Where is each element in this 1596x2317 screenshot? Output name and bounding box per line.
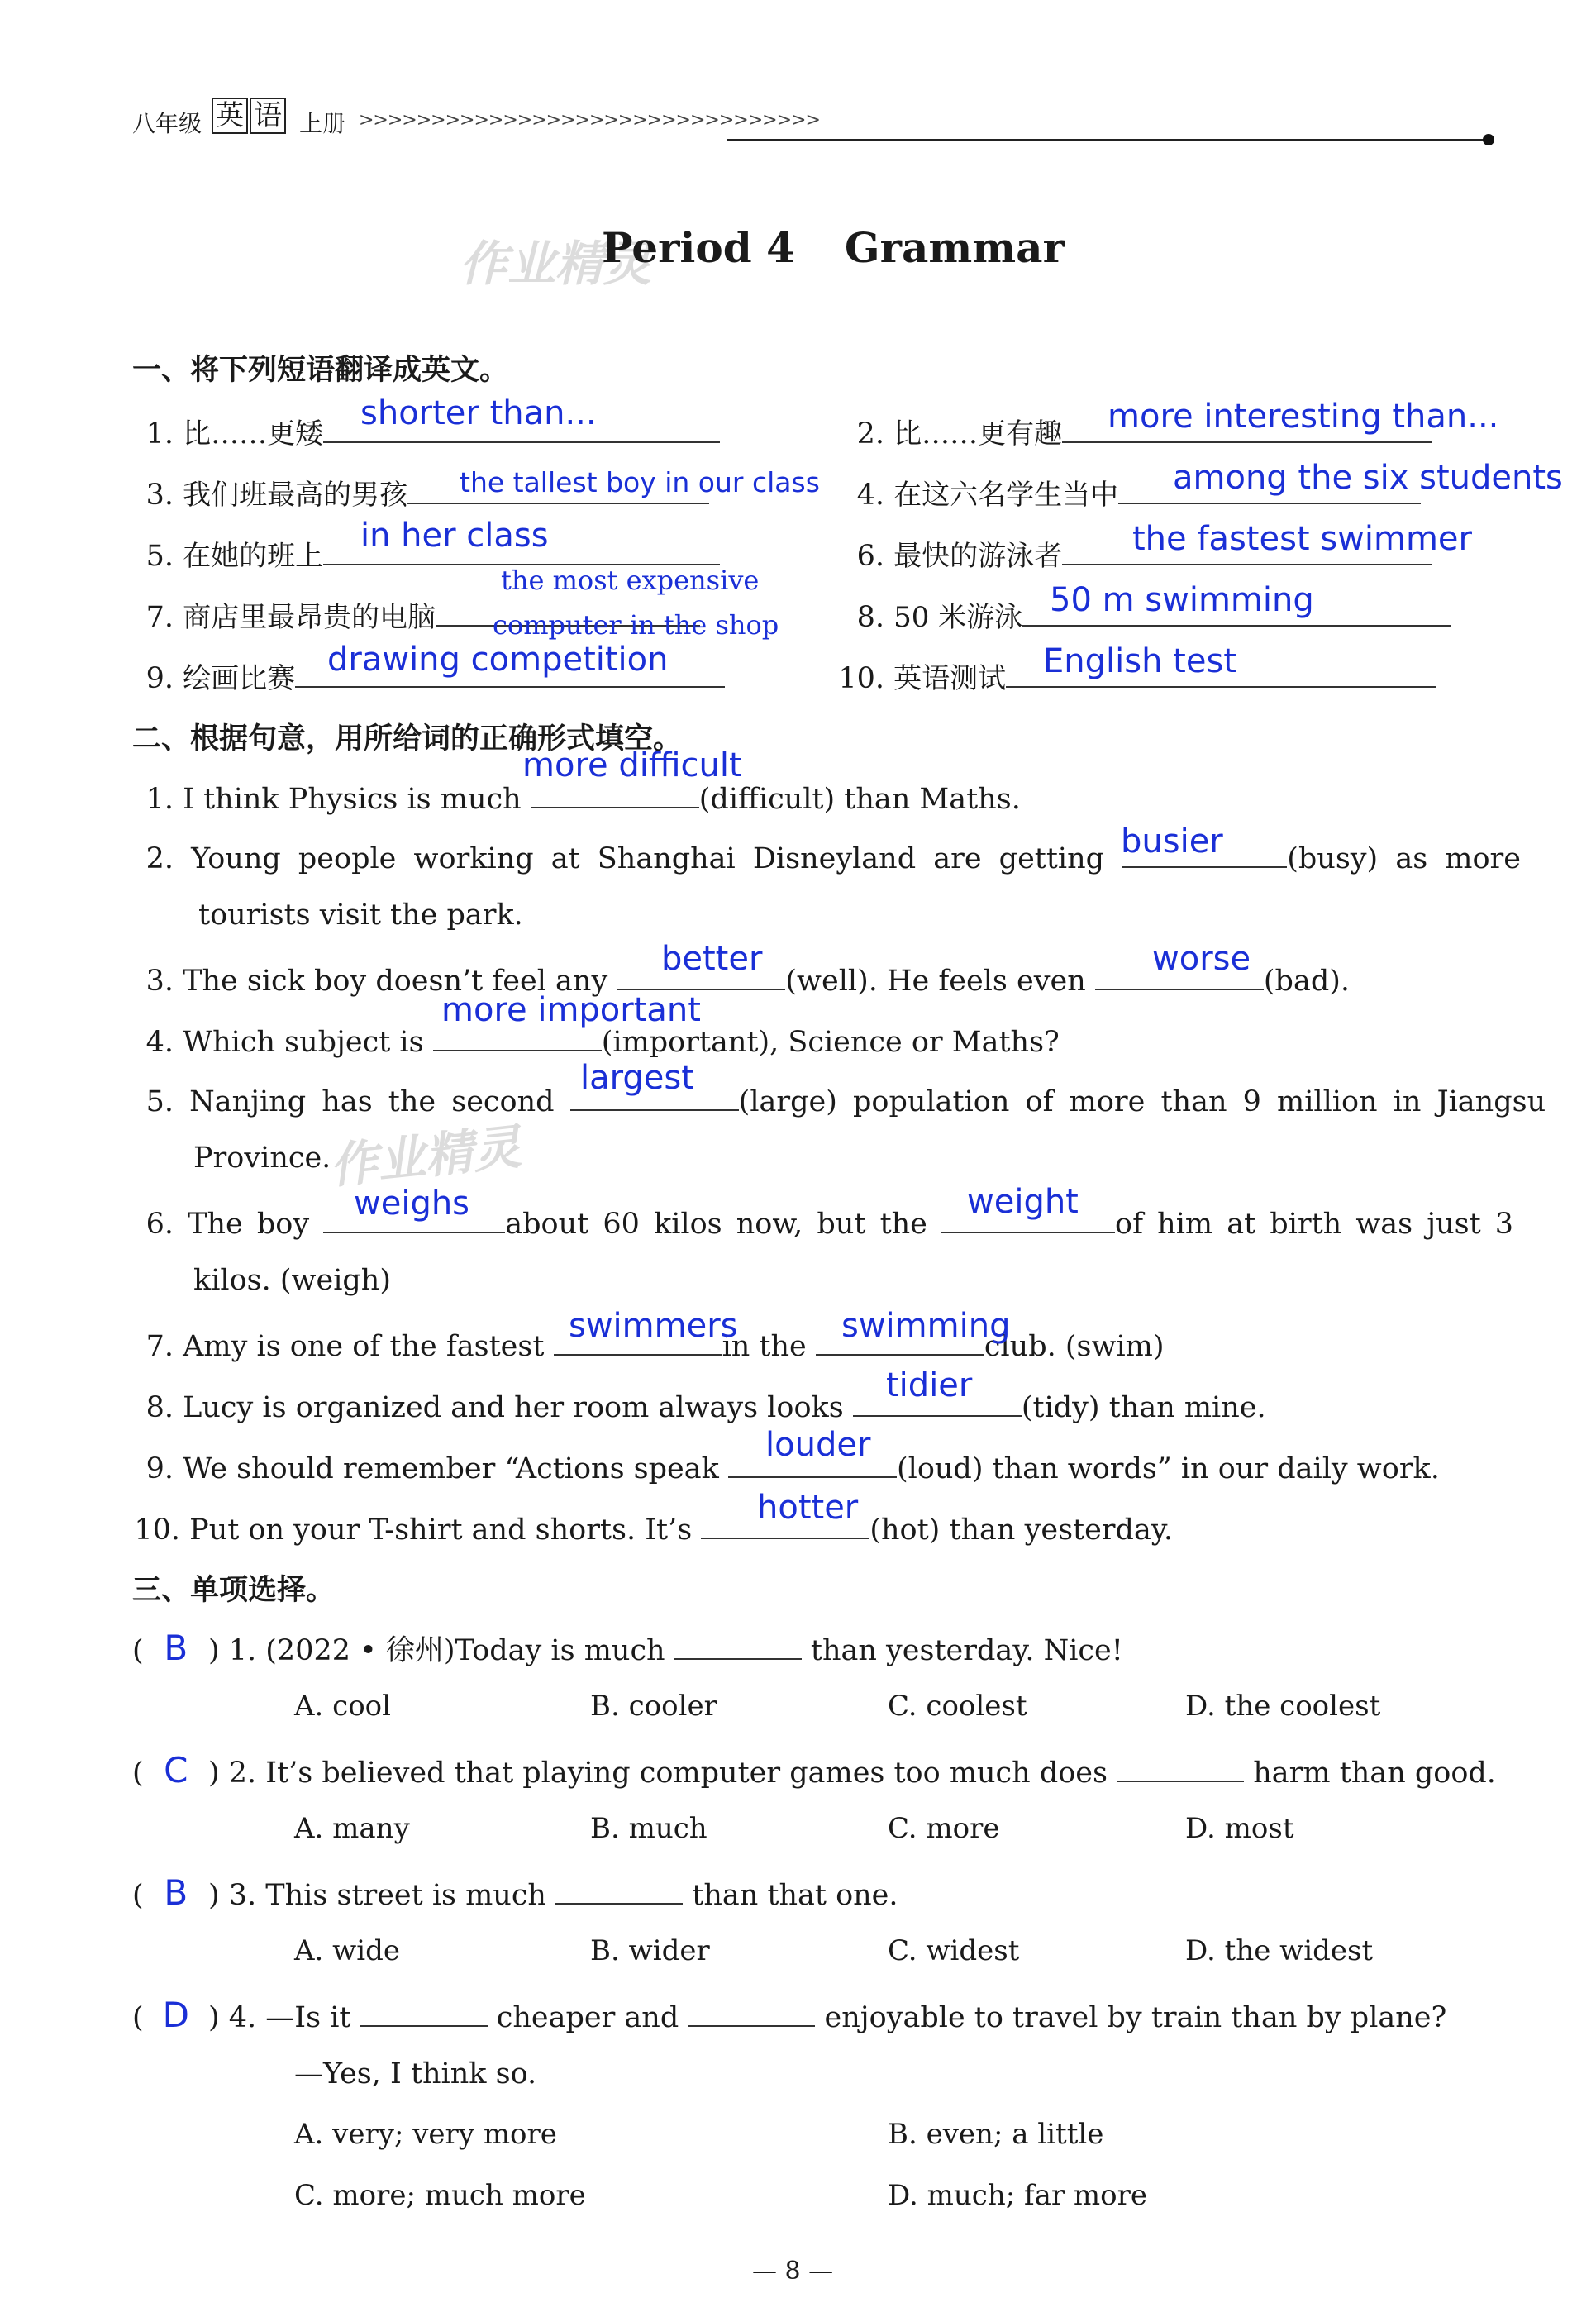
s3-q1-option-a[interactable]: A. cool (294, 1690, 392, 1723)
s3-q1-option-c[interactable]: C. coolest (888, 1690, 1027, 1723)
s3-q-num: 2. (228, 1757, 257, 1790)
s2-q-text: Nanjing has the second (189, 1085, 555, 1118)
s3-q2-option-d[interactable]: D. most (1185, 1812, 1294, 1845)
s2-q-text: We should remember “Actions speak (183, 1452, 719, 1485)
s2-q2 (132, 837, 1521, 876)
s2-q3-answer1: better (661, 940, 763, 978)
s1-answer: 50 m swimming (1050, 581, 1314, 619)
s2-q-num: 10. (134, 1514, 180, 1547)
s1-answer: shorter than... (360, 394, 597, 432)
s3-q2 (132, 1751, 1496, 1790)
answer-paren-open: ( (132, 1634, 144, 1667)
s1-answer: the fastest swimmer (1132, 520, 1472, 558)
answer-paren-open: ( (132, 1879, 144, 1912)
s2-q2-cont: tourists visit the park. (198, 899, 523, 932)
s1-item-prompt: 我们班最高的男孩 (183, 479, 408, 512)
s3-q2-option-a[interactable]: A. many (294, 1812, 410, 1845)
s2-q5-cont: Province. (193, 1142, 331, 1175)
s3-q4-option-d[interactable]: D. much; far more (888, 2179, 1148, 2212)
watermark: 作业精灵 (326, 1118, 524, 1194)
s2-q-text: about 60 kilos now, but the (505, 1208, 927, 1241)
s2-q-num: 3. (145, 965, 174, 998)
s2-q7-answer2: swimming (841, 1307, 1011, 1345)
s2-q10-answer: hotter (757, 1489, 859, 1527)
s2-q-text: (tidy) than mine. (1021, 1391, 1266, 1424)
s3-q-text: than that one. (692, 1879, 898, 1912)
s2-q8 (132, 1385, 1266, 1425)
s3-q-text: This street is much (265, 1879, 546, 1912)
s1-item-prompt: 绘画比赛 (183, 662, 296, 695)
s3-q3-option-d[interactable]: D. the widest (1185, 1934, 1374, 1967)
s1-item-num: 8. (856, 601, 884, 634)
s2-q-text: (large) population of more than 9 million in Jiangsu (738, 1085, 1546, 1118)
s2-q-text: (well). He feels even (785, 965, 1086, 998)
s3-q1-option-b[interactable]: B. cooler (590, 1690, 717, 1723)
header-subject-char1: 英 (212, 98, 248, 134)
s2-q8-answer: tidier (886, 1366, 973, 1404)
s1-answer: drawing competition (327, 641, 669, 679)
s2-q-num: 7. (145, 1330, 174, 1363)
s2-q-text: (busy) as more (1287, 842, 1521, 875)
s3-q2-option-c[interactable]: C. more (888, 1812, 1000, 1845)
s2-q-text: The boy (188, 1208, 310, 1241)
header-subject (212, 98, 288, 134)
s2-q-text: I think Physics is much (183, 783, 522, 816)
s3-q1-answer: B (164, 1628, 188, 1668)
s2-q-num: 9. (145, 1452, 174, 1485)
answer-paren-open: ( (132, 2001, 144, 2034)
s2-q-num: 8. (145, 1391, 174, 1424)
s1-item-num: 7. (145, 601, 174, 634)
answer-paren-close: ) (207, 1879, 220, 1912)
s3-q4-answer: D (162, 1995, 189, 2035)
header-rule-dot (1483, 134, 1494, 145)
s1-item-prompt: 50 米游泳 (893, 601, 1023, 634)
s2-q-num: 2. (145, 842, 174, 875)
s2-q-text: (loud) than words” in our daily work. (896, 1452, 1440, 1485)
s3-q3-blank[interactable] (555, 1873, 683, 1905)
s3-q4-blank2[interactable] (688, 1995, 815, 2027)
s1-answer-line1: the most expensive (501, 565, 760, 596)
s1-answer: more interesting than... (1108, 398, 1499, 436)
s3-q-text: than yesterday. Nice! (810, 1634, 1123, 1667)
header-rule (727, 139, 1492, 141)
s1-item-num: 2. (856, 417, 884, 451)
s2-q6 (132, 1202, 1513, 1242)
s2-q-text: Put on your T-shirt and shorts. It’s (189, 1514, 693, 1547)
s3-q-num: 3. (228, 1879, 257, 1912)
s2-q10 (132, 1508, 1173, 1547)
page-title (602, 223, 1065, 272)
s2-q1-answer: more difficult (522, 746, 742, 784)
s3-q1-option-d[interactable]: D. the coolest (1185, 1690, 1381, 1723)
s3-q4-option-b[interactable]: B. even; a little (888, 2118, 1104, 2151)
s2-q9-answer: louder (765, 1426, 871, 1464)
s2-q-num: 1. (145, 783, 174, 816)
s2-q-text: (important), Science or Maths? (601, 1026, 1060, 1059)
s2-q6-answer1: weighs (354, 1185, 470, 1223)
s2-q-text: Young people working at Shanghai Disneyland are getting (191, 842, 1105, 875)
s3-q2-option-b[interactable]: B. much (590, 1812, 707, 1845)
s1-item-num: 4. (856, 479, 884, 512)
s1-answer: English test (1043, 642, 1236, 680)
s2-q-text: The sick boy doesn’t feel any (183, 965, 608, 998)
s3-q-text: cheaper and (496, 2001, 679, 2034)
s3-q-text: —Is it (265, 2001, 351, 2034)
s2-q-text: of him at birth was just 3 (1115, 1208, 1514, 1241)
s2-q5-answer: largest (580, 1059, 694, 1097)
s1-item-prompt: 在这六名学生当中 (893, 479, 1119, 512)
s2-q3-answer2: worse (1152, 940, 1251, 978)
s2-q-num: 6. (145, 1208, 174, 1241)
section3-heading: 三、单项选择。 (132, 1574, 336, 1607)
s1-answer: the tallest boy in our class (460, 466, 820, 498)
s2-q-num: 4. (145, 1026, 174, 1059)
s3-q3-option-c[interactable]: C. widest (888, 1934, 1020, 1967)
header-chevrons: >>>>>>>>>>>>>>>>>>>>>>>>>>>>>>>> (359, 110, 820, 131)
s2-q-text: in the (722, 1330, 807, 1363)
section2-heading: 二、根据句意，用所给词的正确形式填空。 (132, 722, 683, 756)
s2-q-text: Amy is one of the fastest (183, 1330, 545, 1363)
title-period: Period 4 (602, 223, 795, 272)
answer-paren-open: ( (132, 1757, 144, 1790)
s3-q2-answer: C (164, 1750, 188, 1790)
watermark: 作业精灵 (460, 236, 652, 292)
s3-q4-option-a[interactable]: A. very; very more (294, 2118, 557, 2151)
s2-q6-answer2: weight (967, 1183, 1079, 1221)
s3-q4-blank1[interactable] (360, 1995, 488, 2027)
s3-q3-answer: B (164, 1872, 188, 1913)
s1-answer-line2: computer in the shop (493, 609, 779, 641)
title-topic: Grammar (844, 223, 1065, 272)
s1-item-prompt: 比……更矮 (183, 417, 324, 451)
s1-item-prompt: 比……更有趣 (893, 417, 1063, 451)
s2-q5 (132, 1080, 1546, 1119)
s2-q7-answer1: swimmers (569, 1307, 738, 1345)
s2-q-text: (bad). (1263, 965, 1351, 998)
answer-paren-close: ) (207, 1757, 220, 1790)
s3-q-text: enjoyable to travel by train than by plane? (824, 2001, 1447, 2034)
s1-item-prompt: 最快的游泳者 (893, 540, 1063, 573)
section1-heading: 一、将下列短语翻译成英文。 (132, 354, 509, 387)
s3-q3-option-b[interactable]: B. wider (590, 1934, 710, 1967)
s2-q6-cont: kilos. (weigh) (193, 1264, 392, 1297)
s3-q-text: It’s believed that playing computer games too much does (265, 1757, 1108, 1790)
s3-q3 (132, 1873, 898, 1913)
s1-item-num: 1. (145, 417, 174, 451)
page-number: — 8 — (752, 2257, 834, 2286)
s3-q4 (132, 1995, 1446, 2035)
s2-q-text: Lucy is organized and her room always looks (183, 1391, 844, 1424)
s1-answer: in her class (360, 517, 549, 555)
s1-item-num: 6. (856, 540, 884, 573)
s3-q3-option-a[interactable]: A. wide (294, 1934, 401, 1967)
s2-q-text: club. (swim) (984, 1330, 1165, 1363)
s1-item-num: 3. (145, 479, 174, 512)
header-subject-char2: 语 (250, 98, 286, 134)
s1-item-num: 5. (145, 540, 174, 573)
s3-q-num: 1. (228, 1634, 257, 1667)
s2-q-num: 5. (145, 1085, 174, 1118)
s1-answer: among the six students (1173, 459, 1563, 497)
s2-q-text: Which subject is (183, 1026, 424, 1059)
answer-paren-close: ) (207, 2001, 220, 2034)
answer-paren-close: ) (207, 1634, 220, 1667)
s3-q1-blank[interactable] (674, 1628, 802, 1660)
s3-q4-option-c[interactable]: C. more; much more (294, 2179, 586, 2212)
s3-q4-reply: —Yes, I think so. (294, 2057, 537, 2091)
s1-item-num: 10. (838, 662, 884, 695)
s1-item-num: 9. (145, 662, 174, 695)
s3-q-num: 4. (228, 2001, 257, 2034)
s1-item-prompt: 商店里最昂贵的电脑 (183, 601, 436, 634)
s2-q-text: (hot) than yesterday. (869, 1514, 1174, 1547)
s3-q-text: harm than good. (1253, 1757, 1496, 1790)
s1-item-prompt: 在她的班上 (183, 540, 324, 573)
s3-q-text: (2022 • 徐州)Today is much (265, 1634, 665, 1667)
s2-q4-answer: more important (441, 991, 701, 1029)
s2-q2-answer: busier (1121, 822, 1223, 861)
s3-q1 (132, 1628, 1123, 1668)
s1-item-prompt: 英语测试 (893, 662, 1007, 695)
s2-q-text: (difficult) than Maths. (698, 783, 1021, 816)
header-volume: 上册 (299, 110, 346, 137)
s3-q2-blank[interactable] (1117, 1751, 1244, 1782)
header-grade: 八年级 (132, 110, 202, 137)
